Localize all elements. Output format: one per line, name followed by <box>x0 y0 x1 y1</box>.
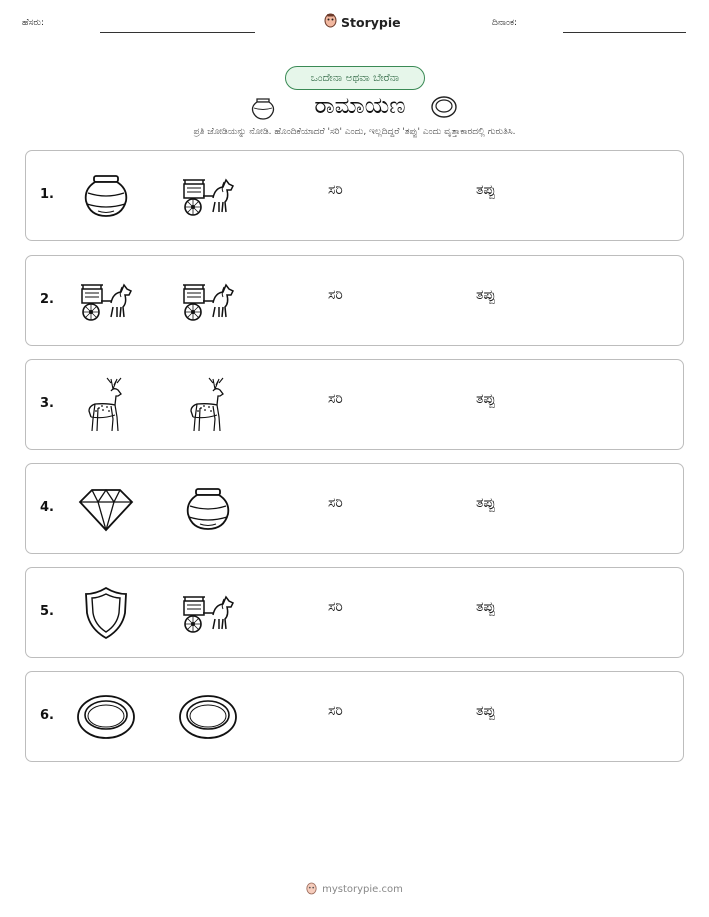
true-option[interactable]: ಸರಿ <box>328 287 343 303</box>
false-option[interactable]: ತಪ್ಪು <box>476 182 496 198</box>
worksheet-header <box>0 0 709 50</box>
chariot-icon <box>77 279 135 323</box>
shield-icon <box>82 585 130 641</box>
instruction-text: ಪ್ರತಿ ಜೋಡಿಯನ್ನು ನೋಡಿ. ಹೊಂದಿಕೆಯಾದರೆ 'ಸರಿ' ಎಂದು, ಇಲ್ಲದಿದ್ದರೆ 'ತಪ್ಪು' ಎಂದು ವೃತ್ತಾಕಾರದಲ್ಲಿ ಗುರುತಿಸಿ. <box>193 127 516 137</box>
left-picture <box>76 274 136 328</box>
left-picture <box>76 586 136 640</box>
question-number: 3. <box>40 396 54 411</box>
brand-logo <box>324 13 401 32</box>
question-card <box>25 671 684 762</box>
footer <box>0 880 709 899</box>
left-picture <box>76 169 136 223</box>
date-field[interactable] <box>563 32 686 33</box>
footer-site: mystorypie.com <box>322 884 403 895</box>
false-option[interactable]: ತಪ್ಪು <box>476 287 496 303</box>
right-picture <box>178 378 238 432</box>
left-picture <box>76 690 136 744</box>
true-option[interactable]: ಸರಿ <box>328 391 343 407</box>
false-option[interactable]: ತಪ್ಪು <box>476 495 496 511</box>
true-option[interactable]: ಸರಿ <box>328 182 343 198</box>
question-number: 5. <box>40 604 54 619</box>
deer-icon <box>185 375 231 435</box>
right-picture <box>178 169 238 223</box>
worksheet-type-badge: ಒಂದೇನಾ ಅಥವಾ ಬೇರೆನಾ <box>285 66 425 90</box>
right-picture <box>178 274 238 328</box>
question-card <box>25 150 684 241</box>
question-number: 1. <box>40 187 54 202</box>
chariot-icon <box>179 174 237 218</box>
ring-icon <box>430 94 458 124</box>
right-picture <box>178 482 238 536</box>
true-option[interactable]: ಸರಿ <box>328 599 343 615</box>
chariot-icon <box>179 279 237 323</box>
pot-icon <box>80 171 132 221</box>
false-option[interactable]: ತಪ್ಪು <box>476 703 496 719</box>
name-field[interactable] <box>100 32 255 33</box>
chariot-icon <box>179 591 237 635</box>
right-picture <box>178 690 238 744</box>
false-option[interactable]: ತಪ್ಪು <box>476 391 496 407</box>
date-label: ದಿನಾಂಕ: <box>492 18 518 28</box>
question-number: 6. <box>40 708 54 723</box>
storypie-mascot-icon <box>306 880 317 899</box>
question-card <box>25 255 684 346</box>
question-card <box>25 359 684 450</box>
page-title: ರಾಮಾಯಣ <box>314 93 406 119</box>
title-row <box>0 92 709 122</box>
left-picture <box>76 378 136 432</box>
question-number: 2. <box>40 292 54 307</box>
pot-icon <box>248 92 278 126</box>
name-label: ಹೆಸರು: <box>22 18 45 28</box>
ring-icon <box>76 693 136 741</box>
left-picture <box>76 482 136 536</box>
true-option[interactable]: ಸರಿ <box>328 495 343 511</box>
ring-icon <box>178 693 238 741</box>
false-option[interactable]: ತಪ್ಪು <box>476 599 496 615</box>
diamond-icon <box>78 486 134 532</box>
pot-icon <box>182 484 234 534</box>
deer-icon <box>83 375 129 435</box>
right-picture <box>178 586 238 640</box>
question-card <box>25 463 684 554</box>
question-card <box>25 567 684 658</box>
storypie-mascot-icon <box>324 13 337 32</box>
brand-name: Storypie <box>341 15 401 30</box>
question-number: 4. <box>40 500 54 515</box>
true-option[interactable]: ಸರಿ <box>328 703 343 719</box>
